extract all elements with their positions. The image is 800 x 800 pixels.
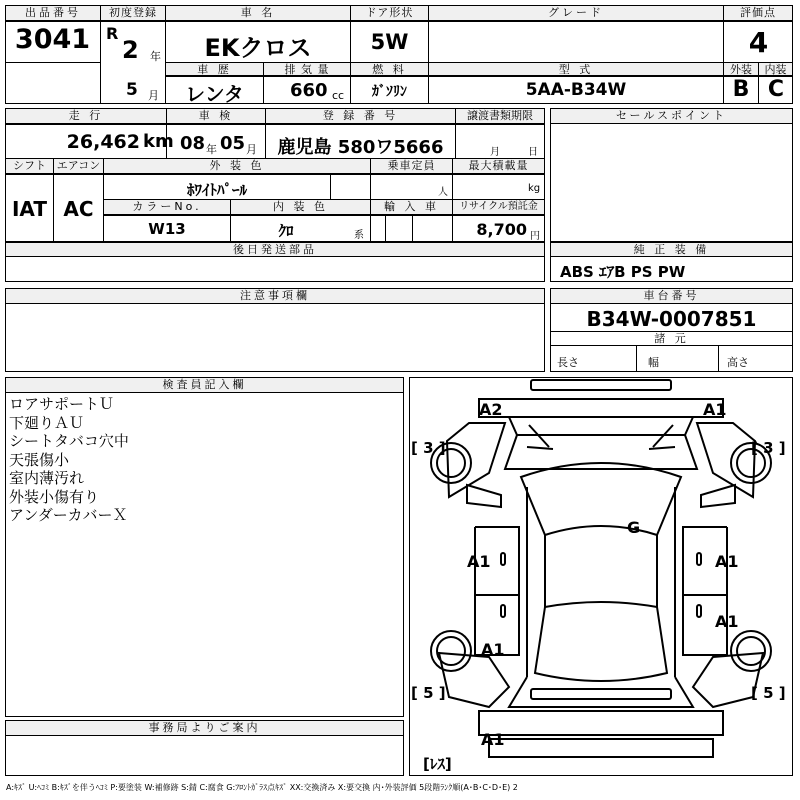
lot-no-value: 3041 (14, 24, 91, 55)
car-diagram (409, 377, 793, 776)
mark-a1-left-rear-fender: A1 (481, 640, 505, 659)
aircon-label: エアコン (54, 159, 103, 174)
exterior-grade-value: B (732, 77, 750, 102)
car-name-value: EKクロス (204, 34, 312, 62)
int-color-label: 内 装 色 (231, 200, 370, 215)
tire-rear-right: [ 5 ] (751, 684, 786, 702)
cc-unit: cc (332, 89, 345, 102)
sales-points-label: セールスポイント (551, 109, 792, 124)
width-label: 幅 (648, 356, 659, 369)
height-label: 高さ (727, 356, 749, 369)
mark-a1-right-rear-door: A1 (715, 612, 739, 631)
mark-a2: A2 (479, 400, 503, 419)
exterior-label: 外装 (724, 63, 758, 76)
displacement-value: 660 (290, 80, 328, 101)
mileage-label: 走 行 (6, 109, 166, 124)
aircon-value: AC (63, 197, 94, 221)
kg-unit: kg (528, 183, 541, 194)
mark-a1-rear: A1 (481, 730, 505, 749)
fuel-value: ｶﾞｿﾘﾝ (372, 84, 407, 100)
inspector-notes-list (9, 395, 129, 525)
color-no-value: W13 (148, 220, 186, 238)
specs-label: 諸 元 (551, 332, 792, 346)
ext-color-label: 外 装 色 (104, 159, 370, 174)
doors-value: 5W (370, 30, 409, 54)
score-label: 評価点 (724, 6, 792, 21)
mark-a1-front-right: A1 (703, 400, 727, 419)
era-value: R (106, 24, 119, 43)
inspection-label: 車 検 (167, 109, 265, 124)
note-line: 天張傷小 (9, 450, 70, 469)
km-unit: km (143, 131, 174, 152)
import-label: 輸 入 車 (371, 200, 452, 215)
int-color-value: ｸﾛ (278, 222, 294, 240)
transfer-month-unit: 月 (490, 147, 500, 158)
genuine-equipment-value: ABS ｴｱB PS PW (560, 263, 686, 281)
legend: A:ｷｽﾞ U:ﾍｺﾐ B:ｷｽﾞを伴うﾍｺﾐ P:要塗装 W:補修跡 S:錆 C:腐食 G:ﾌﾛﾝﾄｶﾞﾗｽ点ｷｽﾞ XX:交換済み X:要交換 内･外装評価 5段階ﾗﾝｸ順(A･B･C･D･E) 2 (6, 783, 518, 792)
kei-unit: 系 (354, 230, 364, 241)
sales-points-box (550, 108, 793, 242)
note-line: 下廻りＡＵ (9, 413, 85, 432)
score-value: 4 (748, 26, 769, 59)
inspection-month-unit: 月 (246, 143, 257, 156)
recycle-label: リサイクル預託金 (453, 200, 544, 215)
transfer-day-unit: 日 (528, 147, 538, 158)
inspector-notes-label: 検査員記入欄 (6, 378, 403, 393)
year-unit: 年 (150, 50, 161, 63)
history-label: 車 歴 (166, 63, 263, 76)
fuel-label: 燃 料 (351, 63, 428, 76)
inspection-year-value: 08 (180, 133, 206, 154)
year-value: 2 (122, 36, 139, 64)
tire-spare: [ﾚｽ] (423, 755, 452, 773)
max-load-label: 最大積載量 (453, 159, 544, 174)
model-label: 型 式 (429, 63, 723, 76)
note-line: 外装小傷有り (9, 487, 100, 506)
yen-unit: 円 (530, 231, 540, 242)
tire-rear-left: [ 5 ] (411, 684, 446, 702)
month-unit: 月 (148, 89, 159, 102)
note-line: シートタバコ穴中 (9, 432, 129, 450)
interior-grade-value: C (767, 77, 785, 102)
chassis-value: B34W-0007851 (586, 307, 757, 331)
transfer-label: 譲渡書類期限 (456, 109, 544, 124)
shift-value: IAT (11, 197, 47, 221)
person-unit: 人 (438, 187, 448, 198)
mileage-value: 26,462 (66, 131, 140, 153)
registration-value: 鹿児島 580ワ5666 (277, 137, 444, 158)
mark-g-windshield: G (627, 518, 641, 537)
lot-no-label: 出品番号 (6, 6, 100, 21)
inspection-month-value: 05 (220, 133, 246, 154)
notes-label: 注意事項欄 (6, 289, 544, 304)
length-label: 長さ (557, 356, 579, 369)
displacement-label: 排 気 量 (264, 63, 350, 76)
mark-a1-left-front-door: A1 (467, 552, 491, 571)
note-line: ロアサポートＵ (9, 395, 115, 413)
registration-label: 登 録 番 号 (266, 109, 455, 124)
doors-label: ドア形状 (351, 6, 428, 21)
model-value: 5AA-B34W (525, 80, 627, 100)
chassis-label: 車台番号 (551, 289, 792, 304)
note-line: アンダーカバーＸ (9, 506, 128, 524)
capacity-label: 乗車定員 (371, 159, 452, 174)
history-value: レンタ (185, 82, 244, 106)
mark-a1-right-front-door: A1 (715, 552, 739, 571)
first-reg-label: 初度登録 (101, 6, 165, 21)
inspection-year-unit: 年 (206, 143, 217, 156)
recycle-value: 8,700 (476, 220, 527, 239)
interior-label: 内装 (759, 63, 792, 76)
ext-color-value: ﾎﾜｲﾄﾊﾟｰﾙ (186, 181, 247, 199)
genuine-equipment-label: 純 正 装 備 (551, 243, 792, 257)
later-parts-label: 後日発送部品 (6, 243, 544, 257)
note-line: 室内薄汚れ (9, 469, 85, 487)
month-value: 5 (126, 80, 138, 100)
shift-label: シフト (6, 159, 53, 174)
office-notes-label: 事務局よりご案内 (6, 721, 403, 736)
tire-front-right: [ 3 ] (751, 439, 786, 457)
color-no-label: カラーNo. (104, 200, 230, 215)
car-name-label: 車 名 (166, 6, 350, 21)
grade-label: グレード (429, 6, 723, 21)
tire-front-left: [ 3 ] (411, 439, 446, 457)
